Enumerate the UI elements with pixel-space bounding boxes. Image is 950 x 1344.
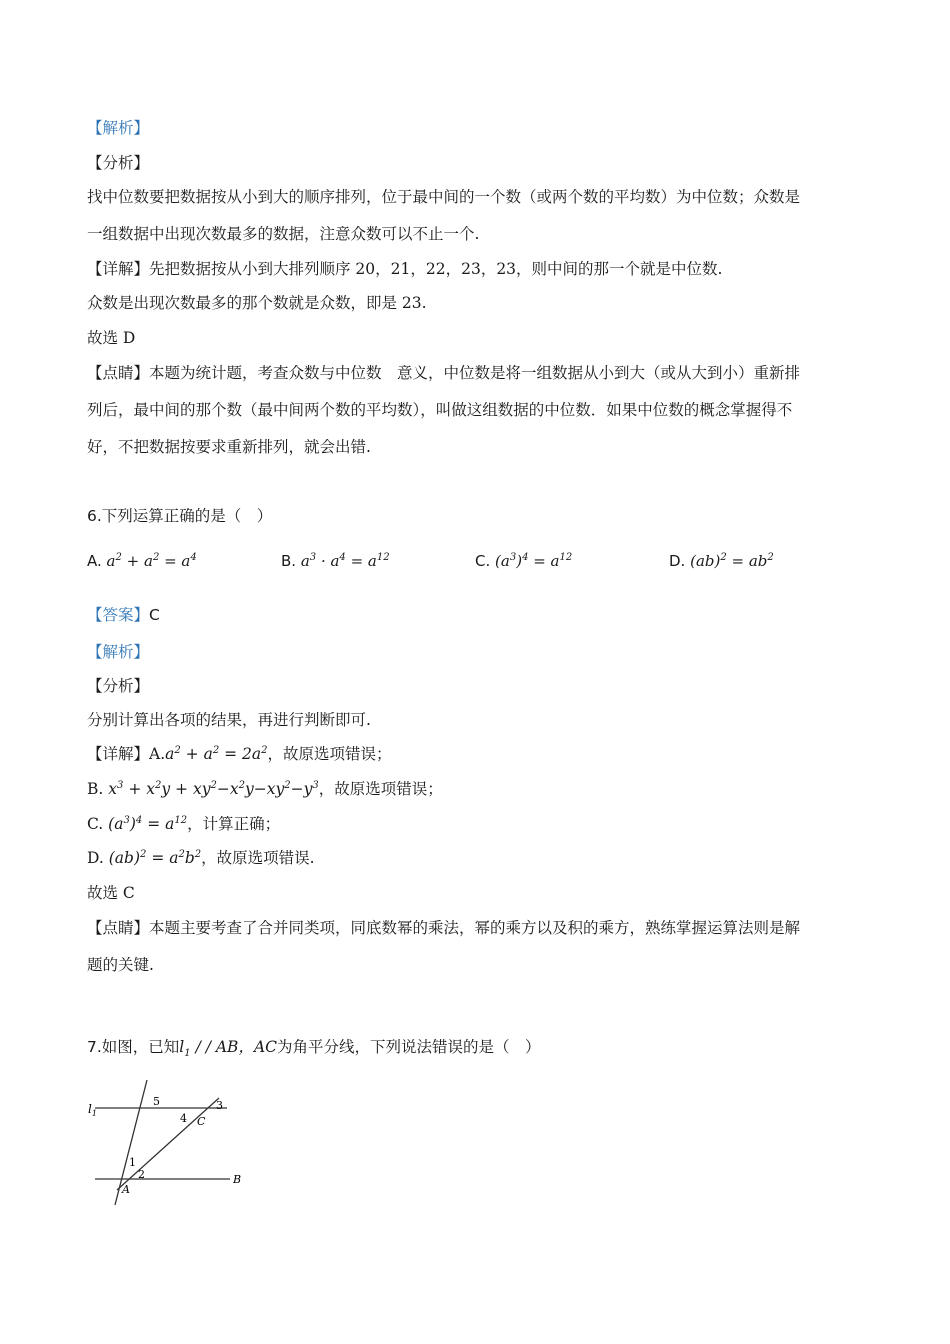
q6-detail-c-expr: $(a^3)^4 = a^{12}$	[108, 815, 188, 833]
q6-answer-value: C	[149, 606, 160, 624]
q7-stem	[87, 1035, 541, 1059]
q6-detail-b-expr: $x^3 + x^2y + xy^2-x^2y-xy^2-y^3$	[108, 780, 319, 798]
q6-option-a-expr: $a^2 + a^2 = a^4$	[106, 552, 197, 570]
analysis-line-1: 找中位数要把数据按从小到大的顺序排列，位于最中间的一个数（或两个数的平均数）为中位数；众数是	[87, 188, 801, 206]
q6-comment-line-2: 题的关键.	[87, 956, 154, 974]
analysis-line-2: 一组数据中出现次数最多的数据，注意众数可以不止一个.	[87, 225, 480, 243]
q6-detail-d-prefix: D.	[87, 849, 104, 867]
q6-answer-label: 【答案】	[87, 606, 150, 624]
label-2: 2	[138, 1168, 145, 1181]
q6-detail-c-suffix: ，计算正确；	[187, 815, 281, 833]
q6-option-a	[87, 552, 197, 570]
q6-detail-a-prefix: 【详解】A.	[87, 745, 166, 763]
label-3: 3	[216, 1099, 223, 1112]
q6-detail-a	[87, 742, 392, 764]
q6-analysis: 分别计算出各项的结果，再进行判断即可.	[87, 711, 371, 729]
detail-line-2: 众数是出现次数最多的那个数就是众数，即是 23.	[87, 294, 427, 312]
transversal-line	[115, 1080, 147, 1205]
fenxi-label-1: 【分析】	[87, 154, 150, 172]
q6-option-b-expr: $a^3 \cdot a^4 = a^{12}$	[300, 552, 390, 570]
detail-line-1: 【详解】先把数据按从小到大排列顺序 20，21，22，23，23，则中间的那一个就是中位数.	[87, 260, 723, 278]
comment-line-1: 【点睛】本题为统计题，考查众数与中位数 意义，中位数是将一组数据从小到大（或从大到小）重新排	[87, 364, 801, 382]
line-ac	[117, 1098, 219, 1190]
q6-detail-d-suffix: ，故原选项错误.	[201, 849, 315, 867]
comment-line-2: 列后，最中间的那个数（最中间两个数的平均数），叫做这组数据的中位数．如果中位数的概念掌握得不	[87, 401, 793, 419]
q6-option-a-label: A.	[87, 552, 102, 570]
q6-option-d-expr: $(ab)^2 = ab^2$	[690, 552, 774, 570]
q7-stem-prefix: 7.如图，已知	[87, 1038, 180, 1056]
fenxi-label-2: 【分析】	[87, 677, 150, 695]
q6-answer	[87, 603, 160, 625]
jiexi-label-2: 【解析】	[87, 643, 150, 661]
q7-stem-suffix: 为角平分线，下列说法错误的是（ ）	[277, 1038, 541, 1056]
comment-line-3: 好，不把数据按要求重新排列，就会出错.	[87, 438, 371, 456]
q6-comment-line-1: 【点睛】本题主要考查了合并同类项，同底数幂的乘法，幂的乘方以及积的乘方，熟练掌握运算法则是解	[87, 919, 801, 937]
q6-stem: 6.下列运算正确的是（ ）	[87, 507, 273, 525]
q6-option-b-label: B.	[281, 552, 297, 570]
label-b: B	[233, 1173, 242, 1186]
q6-detail-c	[87, 812, 280, 834]
q6-detail-d-expr: $(ab)^2 = a^2b^2$	[108, 849, 202, 867]
q6-option-d-label: D.	[669, 552, 686, 570]
q7-stem-math: $l_1$ / / AB，AC	[179, 1038, 278, 1060]
label-c: C	[197, 1115, 206, 1128]
label-l1: $l_1$	[88, 1102, 97, 1118]
q6-option-c-expr: $(a^3)^4 = a^{12}$	[495, 552, 573, 570]
label-5: 5	[153, 1095, 160, 1108]
q6-option-c	[475, 552, 572, 570]
jiexi-label-1: 【解析】	[87, 119, 150, 137]
q6-option-d	[669, 552, 774, 570]
q7-figure	[85, 1075, 255, 1215]
q6-detail-d	[87, 846, 315, 868]
q6-detail-b	[87, 777, 443, 799]
q6-option-b	[281, 552, 390, 570]
q6-detail-b-prefix: B.	[87, 780, 104, 798]
q6-option-c-label: C.	[475, 552, 491, 570]
answer-line-q6: 故选 C	[87, 884, 135, 902]
label-1: 1	[129, 1156, 136, 1169]
q6-detail-a-expr: $a^2 + a^2 = 2a^2$	[165, 745, 268, 763]
q6-detail-c-prefix: C.	[87, 815, 104, 833]
label-4: 4	[180, 1112, 187, 1125]
q6-detail-b-suffix: ，故原选项错误；	[318, 780, 443, 798]
answer-line-q5: 故选 D	[87, 329, 136, 347]
label-a: A	[122, 1183, 130, 1196]
q6-detail-a-suffix: ，故原选项错误；	[267, 745, 392, 763]
